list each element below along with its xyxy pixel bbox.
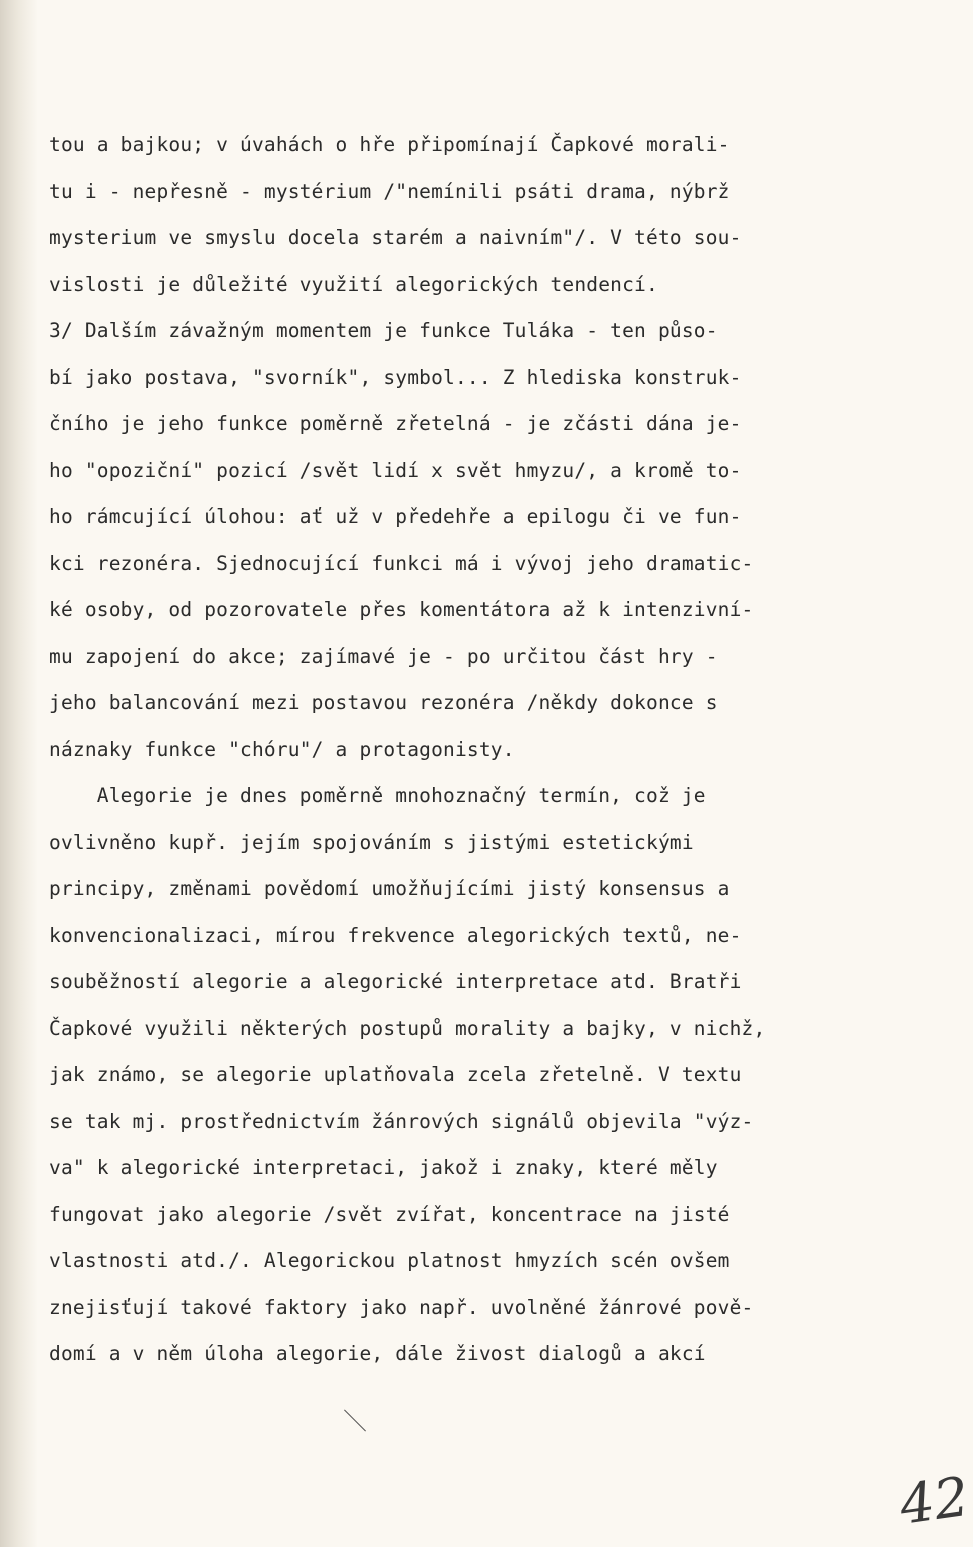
text-line: mu zapojení do akce; zajímavé je - po určitou část hry - [49, 644, 718, 668]
text-line: jak známo, se alegorie uplatňovala zcela zřetelně. V textu [49, 1063, 742, 1086]
text-line: se tak mj. prostřednictvím žánrových signálů objevila "výz- [49, 1109, 754, 1133]
text-line: bí jako postava, "svorník", symbol... Z hlediska konstruk- [49, 365, 742, 389]
text-line: náznaky funkce "chóru"/ a protagonisty. [49, 737, 515, 761]
text-line: ké osoby, od pozorovatele přes komentátora až k intenzivní- [49, 598, 754, 621]
text-line: va" k alegorické interpretaci, jakož i znaky, které měly [49, 1156, 718, 1179]
text-line: Čapkové využili některých postupů morality a bajky, v nichž, [49, 1016, 766, 1040]
text-line: ho "opoziční" pozicí /svět lidí x svět hmyzu/, a kromě to- [49, 458, 742, 482]
binding-shadow [0, 0, 38, 1547]
text-line: ovlivněno kupř. jejím spojováním s jistými estetickými [49, 830, 694, 854]
text-line: principy, změnami povědomí umožňujícími jistý konsensus a [49, 877, 730, 900]
text-line: tu i - nepřesně - mystérium /"nemínili psáti drama, nýbrž [49, 179, 730, 203]
text-line: Alegorie je dnes poměrně mnohoznačný termín, což je [49, 784, 706, 807]
text-line: jeho balancování mezi postavou rezonéra /někdy dokonce s [49, 691, 718, 714]
text-line: ho rámcující úlohou: ať už v předehře a epilogu či ve fun- [49, 505, 742, 528]
pen-stroke-mark [344, 1410, 366, 1432]
text-line: vlastnosti atd./. Alegorickou platnost hmyzích scén ovšem [49, 1249, 730, 1272]
text-line: konvencionalizaci, mírou frekvence alegorických textů, ne- [49, 923, 742, 947]
page-body [49, 127, 929, 1383]
text-line: znejisťují takové faktory jako např. uvolněné žánrové pově- [49, 1295, 754, 1319]
text-line: domí a v něm úloha alegorie, dále živost dialogů a akcí [49, 1342, 706, 1365]
text-line: mysterium ve smyslu docela starém a naivním"/. V této sou- [49, 226, 742, 249]
text-line: 3/ Dalším závažným momentem je funkce Tuláka - ten půso- [49, 319, 718, 342]
handwritten-page-number: 42 [895, 1464, 973, 1537]
text-line: vislosti je důležité využití alegorických tendencí. [49, 272, 658, 296]
text-line: fungovat jako alegorie /svět zvířat, koncentrace na jisté [49, 1202, 730, 1226]
text-line: tou a bajkou; v úvahách o hře připomínají Čapkové morali- [49, 133, 730, 156]
text-line: čního je jeho funkce poměrně zřetelná - je zčásti dána je- [49, 412, 742, 435]
text-line: souběžností alegorie a alegorické interpretace atd. Bratři [49, 970, 742, 993]
text-line: kci rezonéra. Sjednocující funkci má i vývoj jeho dramatic- [49, 551, 754, 575]
